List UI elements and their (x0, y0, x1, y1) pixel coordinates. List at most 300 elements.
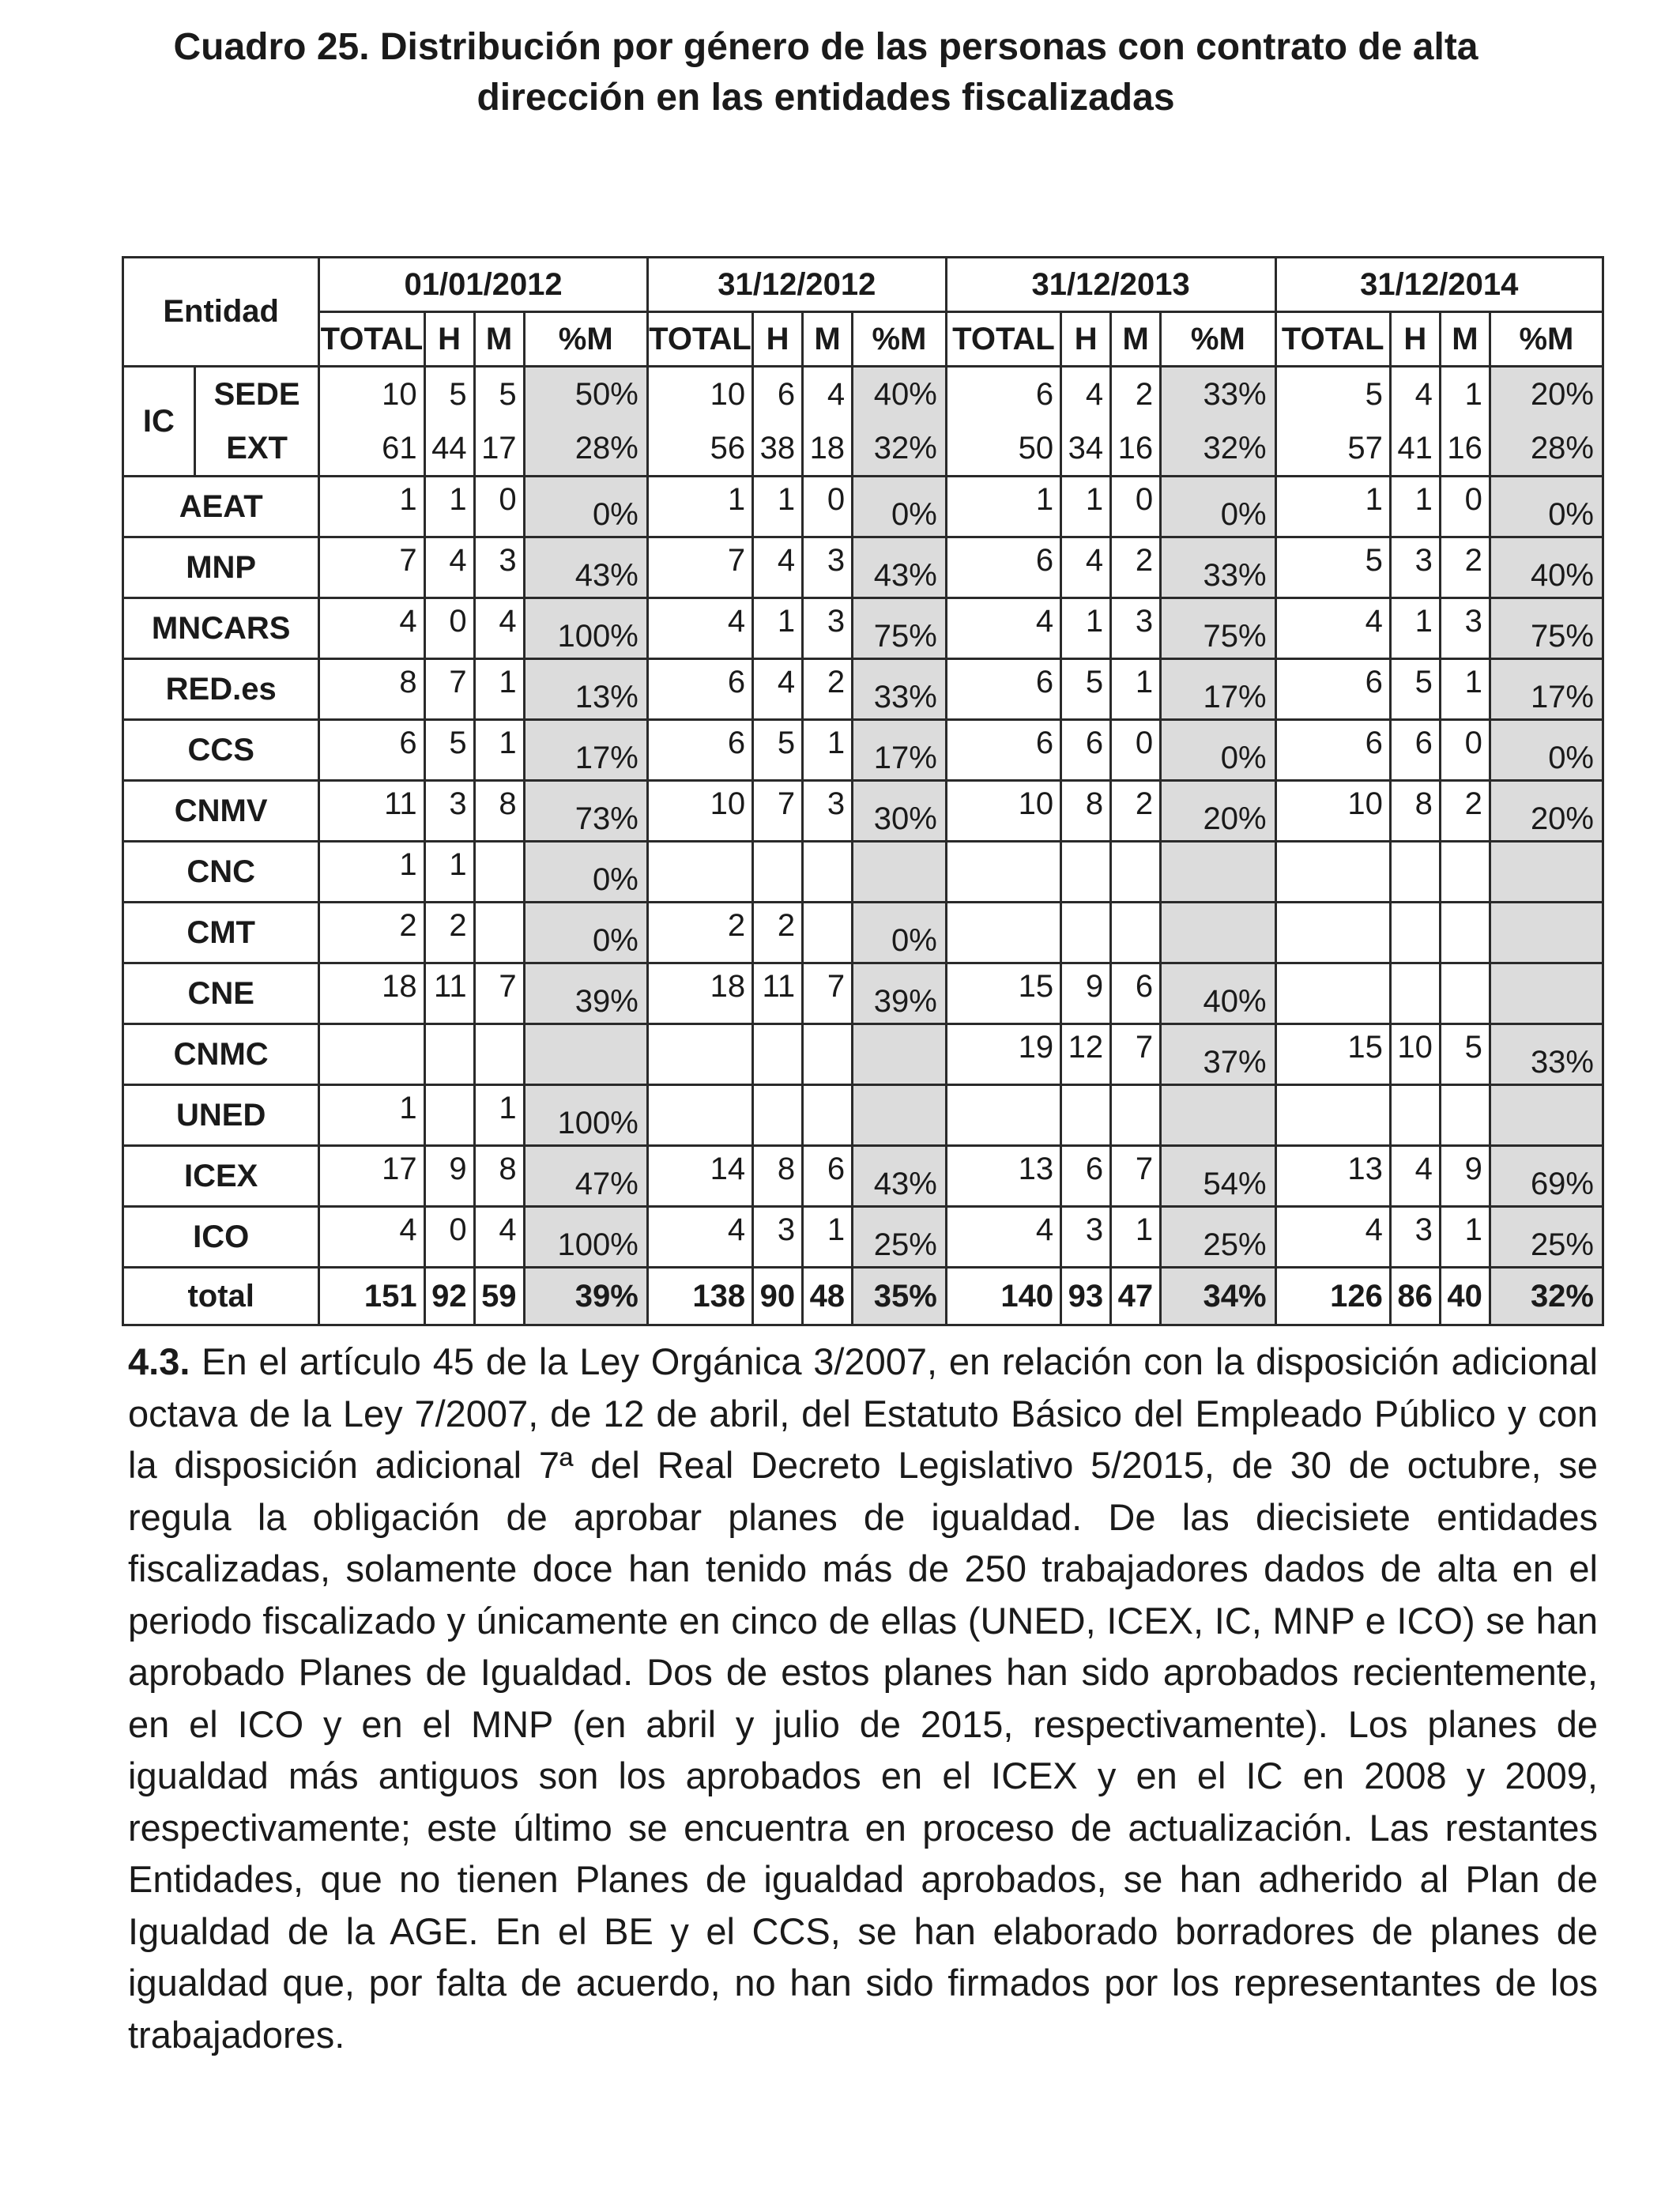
count-cell (1275, 1085, 1390, 1146)
count-cell: 6 (1061, 720, 1111, 781)
total-count-cell: 47 (1111, 1268, 1161, 1325)
count-cell: 11 (424, 963, 474, 1024)
count-cell: 10 (647, 367, 752, 422)
count-cell: 4 (319, 598, 424, 659)
column-header: H (753, 312, 803, 367)
total-count-cell: 138 (647, 1268, 752, 1325)
count-cell: 4 (753, 537, 803, 598)
percent-women-cell: 32% (1161, 421, 1275, 477)
count-cell: 6 (946, 659, 1060, 720)
count-cell (1275, 903, 1390, 963)
count-cell: 9 (424, 1146, 474, 1207)
count-cell: 5 (1275, 367, 1390, 422)
table-row (123, 598, 1603, 659)
count-cell: 10 (647, 781, 752, 842)
count-cell: 18 (319, 963, 424, 1024)
percent-women-cell (1490, 842, 1603, 903)
count-cell: 4 (1061, 537, 1111, 598)
table-row (123, 1207, 1603, 1268)
period-header: 31/12/2014 (1275, 258, 1603, 312)
total-row (123, 1268, 1603, 1325)
column-header: %M (853, 312, 947, 367)
count-cell: 2 (1111, 367, 1161, 422)
entity-name: CNC (123, 842, 319, 903)
count-cell: 41 (1390, 421, 1440, 477)
count-cell: 1 (753, 598, 803, 659)
count-cell: 6 (946, 367, 1060, 422)
count-cell: 1 (319, 477, 424, 537)
percent-women-cell (524, 1024, 647, 1085)
count-cell: 4 (753, 659, 803, 720)
section-number: 4.3. (128, 1340, 190, 1382)
count-cell (946, 903, 1060, 963)
table-row (123, 659, 1603, 720)
entity-name: CNMV (123, 781, 319, 842)
percent-women-cell: 28% (1490, 421, 1603, 477)
percent-women-cell: 28% (524, 421, 647, 477)
percent-women-cell: 47% (524, 1146, 647, 1207)
count-cell (1111, 1085, 1161, 1146)
table-row (123, 421, 1603, 477)
percent-women-cell (1161, 903, 1275, 963)
count-cell: 7 (647, 537, 752, 598)
count-cell: 15 (946, 963, 1060, 1024)
count-cell: 3 (753, 1207, 803, 1268)
distribution-table (122, 256, 1604, 1326)
count-cell: 1 (424, 477, 474, 537)
percent-women-cell: 17% (1161, 659, 1275, 720)
ic-group-label: IC (123, 367, 195, 477)
count-cell: 4 (1275, 1207, 1390, 1268)
count-cell (1061, 1085, 1111, 1146)
count-cell (946, 1085, 1060, 1146)
column-header: TOTAL (1275, 312, 1390, 367)
total-count-cell: 140 (946, 1268, 1060, 1325)
percent-women-cell: 0% (1490, 720, 1603, 781)
percent-women-cell: 17% (853, 720, 947, 781)
table-row (123, 781, 1603, 842)
count-cell: 1 (946, 477, 1060, 537)
count-cell: 0 (474, 477, 524, 537)
table-row (123, 1146, 1603, 1207)
count-cell: 6 (946, 537, 1060, 598)
count-cell (1440, 963, 1490, 1024)
count-cell (946, 842, 1060, 903)
count-cell: 3 (803, 537, 853, 598)
count-cell: 8 (319, 659, 424, 720)
column-header: %M (524, 312, 647, 367)
percent-women-cell: 33% (853, 659, 947, 720)
column-header: M (474, 312, 524, 367)
entity-name: CNE (123, 963, 319, 1024)
count-cell: 1 (319, 842, 424, 903)
count-cell (803, 1085, 853, 1146)
percent-women-cell: 30% (853, 781, 947, 842)
percent-women-cell: 43% (524, 537, 647, 598)
count-cell: 3 (1061, 1207, 1111, 1268)
percent-women-cell: 20% (1490, 781, 1603, 842)
count-cell: 1 (474, 1085, 524, 1146)
count-cell: 1 (1061, 598, 1111, 659)
total-count-cell: 151 (319, 1268, 424, 1325)
count-cell (753, 842, 803, 903)
percent-women-cell (1161, 842, 1275, 903)
count-cell: 15 (1275, 1024, 1390, 1085)
percent-women-cell (1490, 903, 1603, 963)
count-cell (474, 842, 524, 903)
column-header: TOTAL (946, 312, 1060, 367)
count-cell: 7 (474, 963, 524, 1024)
count-cell (1390, 842, 1440, 903)
count-cell: 9 (1440, 1146, 1490, 1207)
percent-women-cell: 33% (1161, 367, 1275, 422)
count-cell: 2 (647, 903, 752, 963)
count-cell: 2 (753, 903, 803, 963)
count-cell: 1 (474, 659, 524, 720)
count-cell: 5 (753, 720, 803, 781)
percent-women-cell: 75% (1161, 598, 1275, 659)
count-cell: 8 (1061, 781, 1111, 842)
total-label: total (123, 1268, 319, 1325)
count-cell: 1 (647, 477, 752, 537)
count-cell: 3 (474, 537, 524, 598)
entity-name: EXT (194, 421, 319, 477)
count-cell: 50 (946, 421, 1060, 477)
count-cell: 1 (1390, 477, 1440, 537)
count-cell: 3 (424, 781, 474, 842)
count-cell: 57 (1275, 421, 1390, 477)
percent-women-cell: 25% (853, 1207, 947, 1268)
percent-women-cell: 40% (853, 367, 947, 422)
total-percent-cell: 32% (1490, 1268, 1603, 1325)
period-header: 31/12/2013 (946, 258, 1275, 312)
count-cell: 17 (474, 421, 524, 477)
count-cell: 3 (1390, 537, 1440, 598)
total-count-cell: 92 (424, 1268, 474, 1325)
column-header: H (1061, 312, 1111, 367)
count-cell: 6 (1275, 659, 1390, 720)
table-row (123, 1024, 1603, 1085)
percent-women-cell: 37% (1161, 1024, 1275, 1085)
count-cell: 7 (1111, 1146, 1161, 1207)
count-cell: 18 (647, 963, 752, 1024)
total-percent-cell: 35% (853, 1268, 947, 1325)
count-cell (647, 1024, 752, 1085)
percent-women-cell: 75% (853, 598, 947, 659)
count-cell (1061, 903, 1111, 963)
count-cell: 7 (803, 963, 853, 1024)
count-cell: 11 (753, 963, 803, 1024)
count-cell: 1 (1275, 477, 1390, 537)
total-percent-cell: 39% (524, 1268, 647, 1325)
count-cell (1111, 903, 1161, 963)
count-cell (319, 1024, 424, 1085)
percent-women-cell: 0% (1490, 477, 1603, 537)
percent-women-cell: 33% (1490, 1024, 1603, 1085)
column-header: %M (1490, 312, 1603, 367)
percent-women-cell: 0% (524, 842, 647, 903)
section-paragraph (128, 1336, 1598, 2060)
total-percent-cell: 34% (1161, 1268, 1275, 1325)
count-cell: 0 (424, 1207, 474, 1268)
total-count-cell: 90 (753, 1268, 803, 1325)
percent-women-cell: 100% (524, 1207, 647, 1268)
count-cell (1440, 903, 1490, 963)
count-cell: 38 (753, 421, 803, 477)
column-header: TOTAL (319, 312, 424, 367)
percent-women-cell: 43% (853, 537, 947, 598)
count-cell: 7 (1111, 1024, 1161, 1085)
count-cell (1390, 903, 1440, 963)
count-cell: 2 (803, 659, 853, 720)
count-cell: 4 (647, 1207, 752, 1268)
entity-name: ICO (123, 1207, 319, 1268)
count-cell: 13 (1275, 1146, 1390, 1207)
table-row (123, 720, 1603, 781)
count-cell (1390, 1085, 1440, 1146)
entity-name: RED.es (123, 659, 319, 720)
entity-name: CCS (123, 720, 319, 781)
count-cell: 1 (1390, 598, 1440, 659)
count-cell: 5 (1390, 659, 1440, 720)
count-cell: 1 (1440, 367, 1490, 422)
count-cell: 6 (946, 720, 1060, 781)
count-cell: 56 (647, 421, 752, 477)
count-cell: 1 (1111, 659, 1161, 720)
count-cell: 8 (753, 1146, 803, 1207)
count-cell: 5 (474, 367, 524, 422)
count-cell (1440, 842, 1490, 903)
count-cell: 6 (753, 367, 803, 422)
count-cell: 10 (946, 781, 1060, 842)
column-header: %M (1161, 312, 1275, 367)
percent-women-cell: 50% (524, 367, 647, 422)
count-cell: 3 (803, 598, 853, 659)
entity-name: CMT (123, 903, 319, 963)
percent-women-cell: 100% (524, 598, 647, 659)
percent-women-cell: 73% (524, 781, 647, 842)
percent-women-cell: 0% (1161, 477, 1275, 537)
percent-women-cell: 17% (1490, 659, 1603, 720)
count-cell: 2 (319, 903, 424, 963)
count-cell: 1 (1440, 659, 1490, 720)
count-cell: 7 (319, 537, 424, 598)
percent-women-cell: 0% (524, 903, 647, 963)
count-cell (1390, 963, 1440, 1024)
count-cell: 6 (803, 1146, 853, 1207)
percent-women-cell (1490, 1085, 1603, 1146)
count-cell: 0 (424, 598, 474, 659)
count-cell: 1 (1440, 1207, 1490, 1268)
percent-women-cell (853, 842, 947, 903)
count-cell: 8 (474, 781, 524, 842)
count-cell: 4 (319, 1207, 424, 1268)
total-count-cell: 40 (1440, 1268, 1490, 1325)
count-cell: 2 (424, 903, 474, 963)
count-cell: 1 (1111, 1207, 1161, 1268)
percent-women-cell (1490, 963, 1603, 1024)
count-cell: 2 (1440, 537, 1490, 598)
count-cell: 3 (1390, 1207, 1440, 1268)
count-cell: 10 (1390, 1024, 1440, 1085)
total-count-cell: 93 (1061, 1268, 1111, 1325)
count-cell (647, 842, 752, 903)
percent-women-cell: 0% (853, 903, 947, 963)
count-cell: 1 (424, 842, 474, 903)
percent-women-cell: 69% (1490, 1146, 1603, 1207)
column-header: M (1111, 312, 1161, 367)
percent-women-cell (853, 1085, 947, 1146)
count-cell: 14 (647, 1146, 752, 1207)
count-cell: 61 (319, 421, 424, 477)
count-cell: 8 (474, 1146, 524, 1207)
count-cell (803, 1024, 853, 1085)
count-cell: 8 (1390, 781, 1440, 842)
count-cell (1275, 963, 1390, 1024)
percent-women-cell: 13% (524, 659, 647, 720)
count-cell: 4 (424, 537, 474, 598)
count-cell: 2 (1440, 781, 1490, 842)
percent-women-cell: 40% (1490, 537, 1603, 598)
count-cell (474, 1024, 524, 1085)
count-cell: 0 (1111, 477, 1161, 537)
percent-women-cell: 54% (1161, 1146, 1275, 1207)
count-cell (803, 842, 853, 903)
count-cell: 0 (803, 477, 853, 537)
entity-name: AEAT (123, 477, 319, 537)
count-cell: 4 (803, 367, 853, 422)
count-cell: 5 (1275, 537, 1390, 598)
count-cell: 3 (803, 781, 853, 842)
count-cell (424, 1024, 474, 1085)
percent-women-cell: 25% (1161, 1207, 1275, 1268)
count-cell: 6 (1275, 720, 1390, 781)
count-cell: 3 (1440, 598, 1490, 659)
count-cell: 11 (319, 781, 424, 842)
count-cell (753, 1024, 803, 1085)
count-cell: 6 (1390, 720, 1440, 781)
count-cell: 19 (946, 1024, 1060, 1085)
count-cell: 13 (946, 1146, 1060, 1207)
count-cell: 1 (319, 1085, 424, 1146)
table-title: Cuadro 25. Distribución por género de las personas con contrato de alta dirección en las entidades fiscalizadas (173, 26, 1478, 119)
count-cell: 7 (753, 781, 803, 842)
count-cell (647, 1085, 752, 1146)
count-cell: 4 (647, 598, 752, 659)
count-cell: 2 (1111, 537, 1161, 598)
entity-name: SEDE (194, 367, 319, 422)
count-cell: 4 (946, 1207, 1060, 1268)
total-count-cell: 48 (803, 1268, 853, 1325)
percent-women-cell: 39% (853, 963, 947, 1024)
percent-women-cell: 0% (1161, 720, 1275, 781)
table-row (123, 477, 1603, 537)
percent-women-cell: 20% (1490, 367, 1603, 422)
count-cell: 5 (1440, 1024, 1490, 1085)
percent-women-cell: 0% (524, 477, 647, 537)
entity-header: Entidad (123, 258, 319, 367)
table-row (123, 963, 1603, 1024)
count-cell (1061, 842, 1111, 903)
count-cell: 1 (474, 720, 524, 781)
count-cell: 5 (424, 367, 474, 422)
percent-women-cell: 17% (524, 720, 647, 781)
percent-women-cell: 25% (1490, 1207, 1603, 1268)
percent-women-cell: 40% (1161, 963, 1275, 1024)
entity-name: MNP (123, 537, 319, 598)
count-cell: 0 (1440, 477, 1490, 537)
count-cell: 6 (319, 720, 424, 781)
count-cell: 4 (474, 1207, 524, 1268)
count-cell: 4 (1275, 598, 1390, 659)
column-header: M (803, 312, 853, 367)
column-header: H (424, 312, 474, 367)
percent-women-cell: 75% (1490, 598, 1603, 659)
count-cell: 0 (1440, 720, 1490, 781)
count-cell: 10 (319, 367, 424, 422)
count-cell: 3 (1111, 598, 1161, 659)
percent-women-cell: 33% (1161, 537, 1275, 598)
count-cell (1111, 842, 1161, 903)
total-count-cell: 59 (474, 1268, 524, 1325)
count-cell: 4 (946, 598, 1060, 659)
count-cell: 4 (474, 598, 524, 659)
count-cell: 34 (1061, 421, 1111, 477)
count-cell: 6 (647, 659, 752, 720)
percent-women-cell: 39% (524, 963, 647, 1024)
table-row (123, 367, 1603, 422)
count-cell (1275, 842, 1390, 903)
total-count-cell: 126 (1275, 1268, 1390, 1325)
count-cell: 10 (1275, 781, 1390, 842)
count-cell: 6 (647, 720, 752, 781)
count-cell: 5 (424, 720, 474, 781)
period-header: 31/12/2012 (647, 258, 946, 312)
entity-name: MNCARS (123, 598, 319, 659)
count-cell: 12 (1061, 1024, 1111, 1085)
count-cell: 6 (1111, 963, 1161, 1024)
paragraph-text: En el artículo 45 de la Ley Orgánica 3/2007, en relación con la disposición adicional octava de la Ley 7/2007, de 12 de abril, del Estatuto Básico del Empleado Público y con la disposición adicional 7ª del Real Decreto Legislativo 5/2015, de 30 de octubre, se regula la obligación de aprobar planes de igualdad. De las diecisiete entidades fiscalizadas, solamente doce han tenido más de 250 trabajadores dados de alta en el periodo fiscalizado y únicamente en cinco de ellas (UNED, ICEX, IC, MNP e ICO) se han aprobado Planes de Igualdad. Dos de estos planes han sido aprobados recientemente, en el ICO y en el MNP (en abril y julio de 2015, respectivamente). Los planes de igualdad más antiguos son los aprobados en el ICEX y en el IC en 2008 y 2009, respectivamente; este último se encuentra en proceso de actualización. Las restantes Entidades, que no tienen Planes de igualdad aprobados, se han adherido al Plan de Igualdad de la AGE. En el BE y el CCS, se han elaborado borradores de planes de igualdad que, por falta de acuerdo, no han sido firmados por los representantes de los trabajadores. (128, 1340, 1598, 2056)
column-header: M (1440, 312, 1490, 367)
count-cell: 4 (1390, 367, 1440, 422)
column-header: H (1390, 312, 1440, 367)
count-cell: 9 (1061, 963, 1111, 1024)
count-cell (803, 903, 853, 963)
column-header: TOTAL (647, 312, 752, 367)
count-cell: 5 (1061, 659, 1111, 720)
count-cell: 1 (753, 477, 803, 537)
header-row-periods (123, 258, 1603, 312)
entity-name: CNMC (123, 1024, 319, 1085)
count-cell: 18 (803, 421, 853, 477)
entity-name: UNED (123, 1085, 319, 1146)
table-row (123, 537, 1603, 598)
count-cell (424, 1085, 474, 1146)
count-cell: 44 (424, 421, 474, 477)
count-cell (474, 903, 524, 963)
percent-women-cell: 20% (1161, 781, 1275, 842)
count-cell (1440, 1085, 1490, 1146)
count-cell: 0 (1111, 720, 1161, 781)
percent-women-cell: 43% (853, 1146, 947, 1207)
table-row (123, 1085, 1603, 1146)
count-cell: 6 (1061, 1146, 1111, 1207)
count-cell: 7 (424, 659, 474, 720)
count-cell: 4 (1061, 367, 1111, 422)
count-cell: 1 (1061, 477, 1111, 537)
percent-women-cell: 0% (853, 477, 947, 537)
total-count-cell: 86 (1390, 1268, 1440, 1325)
